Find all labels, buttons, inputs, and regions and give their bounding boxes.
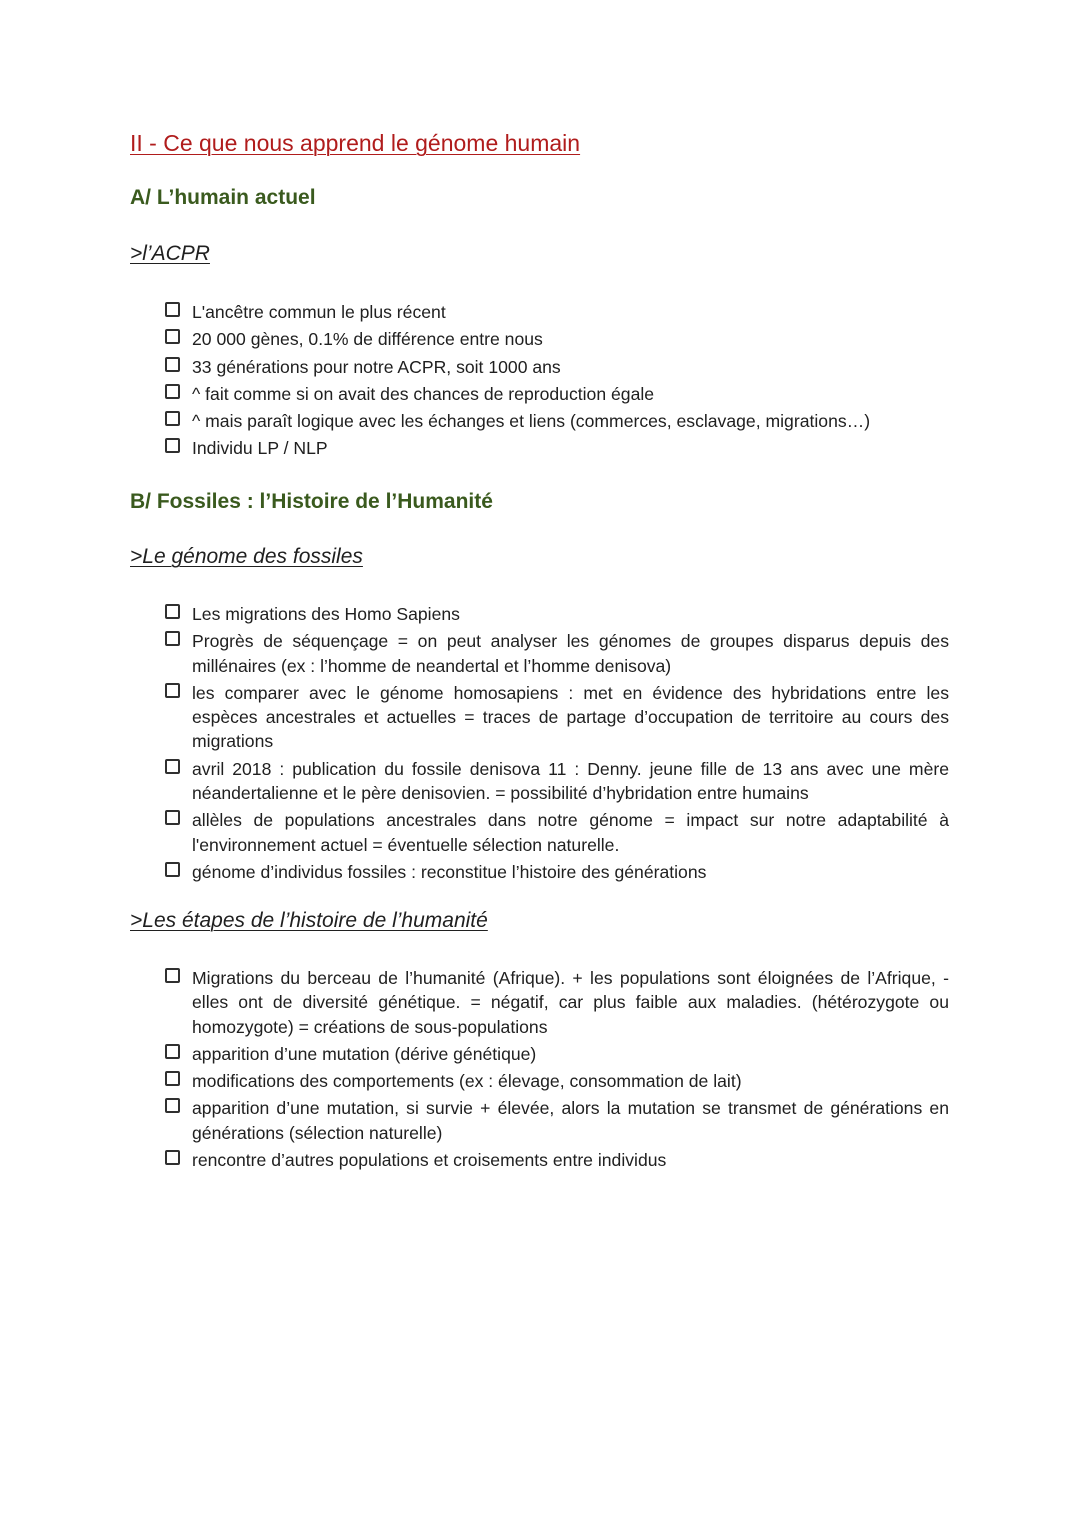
history-steps-checklist <box>165 966 949 1175</box>
list-item: Individu LP / NLP <box>165 436 949 460</box>
checkbox[interactable] <box>165 631 180 646</box>
section-a-heading: A/ L’humain actuel <box>130 186 316 209</box>
checkbox[interactable] <box>165 604 180 619</box>
checkbox[interactable] <box>165 810 180 825</box>
list-item: Progrès de séquençage = on peut analyser les génomes de groupes disparus depuis des millénaires (ex : l’homme de neandertal et l’homme denisova) <box>165 629 949 678</box>
list-item: les comparer avec le génome homosapiens : met en évidence des hybridations entre les espèces ancestrales et actuelles = traces de partage d’occupation de territoire au cours des migrations <box>165 681 949 754</box>
checkbox[interactable] <box>165 968 180 983</box>
list-item: L'ancêtre commun le plus récent <box>165 300 949 324</box>
checkbox[interactable] <box>165 302 180 317</box>
subsection-fossil-genome-heading: >Le génome des fossiles <box>130 545 363 568</box>
list-item: allèles de populations ancestrales dans notre génome = impact sur notre adaptabilité à l'environnement actuel = éventuelle sélection naturelle. <box>165 808 949 857</box>
subsection-history-steps-heading: >Les étapes de l’histoire de l’humanité <box>130 909 488 932</box>
checkbox[interactable] <box>165 357 180 372</box>
list-item: 33 générations pour notre ACPR, soit 1000 ans <box>165 355 949 379</box>
checkbox[interactable] <box>165 329 180 344</box>
list-item: ^ fait comme si on avait des chances de reproduction égale <box>165 382 949 406</box>
list-item: Les migrations des Homo Sapiens <box>165 602 949 626</box>
list-item: génome d’individus fossiles : reconstitue l’histoire des générations <box>165 860 949 884</box>
checkbox[interactable] <box>165 438 180 453</box>
checkbox[interactable] <box>165 683 180 698</box>
checkbox[interactable] <box>165 759 180 774</box>
checkbox[interactable] <box>165 411 180 426</box>
checkbox[interactable] <box>165 1098 180 1113</box>
section-b-heading: B/ Fossiles : l’Histoire de l’Humanité <box>130 490 493 513</box>
list-item: modifications des comportements (ex : élevage, consommation de lait) <box>165 1069 949 1093</box>
list-item: avril 2018 : publication du fossile denisova 11 : Denny. jeune fille de 13 ans avec une mère néandertalienne et le père denisovien. = possibilité d’hybridation entre humains <box>165 757 949 806</box>
list-item: rencontre d’autres populations et croisements entre individus <box>165 1148 949 1172</box>
acpr-checklist <box>165 300 949 464</box>
checkbox[interactable] <box>165 1150 180 1165</box>
checkbox[interactable] <box>165 1071 180 1086</box>
page-title: II - Ce que nous apprend le génome humain <box>130 130 581 156</box>
list-item: Migrations du berceau de l’humanité (Afrique). + les populations sont éloignées de l’Afrique, - elles ont de diversité génétique. = négatif, car plus faible aux maladies. (hétérozygote ou homozygote) = créations de sous-populations <box>165 966 949 1039</box>
fossil-genome-checklist <box>165 602 949 887</box>
checkbox[interactable] <box>165 1044 180 1059</box>
subsection-acpr-heading: >l’ACPR <box>130 242 210 265</box>
checkbox[interactable] <box>165 384 180 399</box>
list-item: apparition d’une mutation, si survie + élevée, alors la mutation se transmet de générations en générations (sélection naturelle) <box>165 1096 949 1145</box>
list-item: ^ mais paraît logique avec les échanges et liens (commerces, esclavage, migrations…) <box>165 409 949 433</box>
list-item: apparition d’une mutation (dérive génétique) <box>165 1042 949 1066</box>
checkbox[interactable] <box>165 862 180 877</box>
list-item: 20 000 gènes, 0.1% de différence entre nous <box>165 327 949 351</box>
